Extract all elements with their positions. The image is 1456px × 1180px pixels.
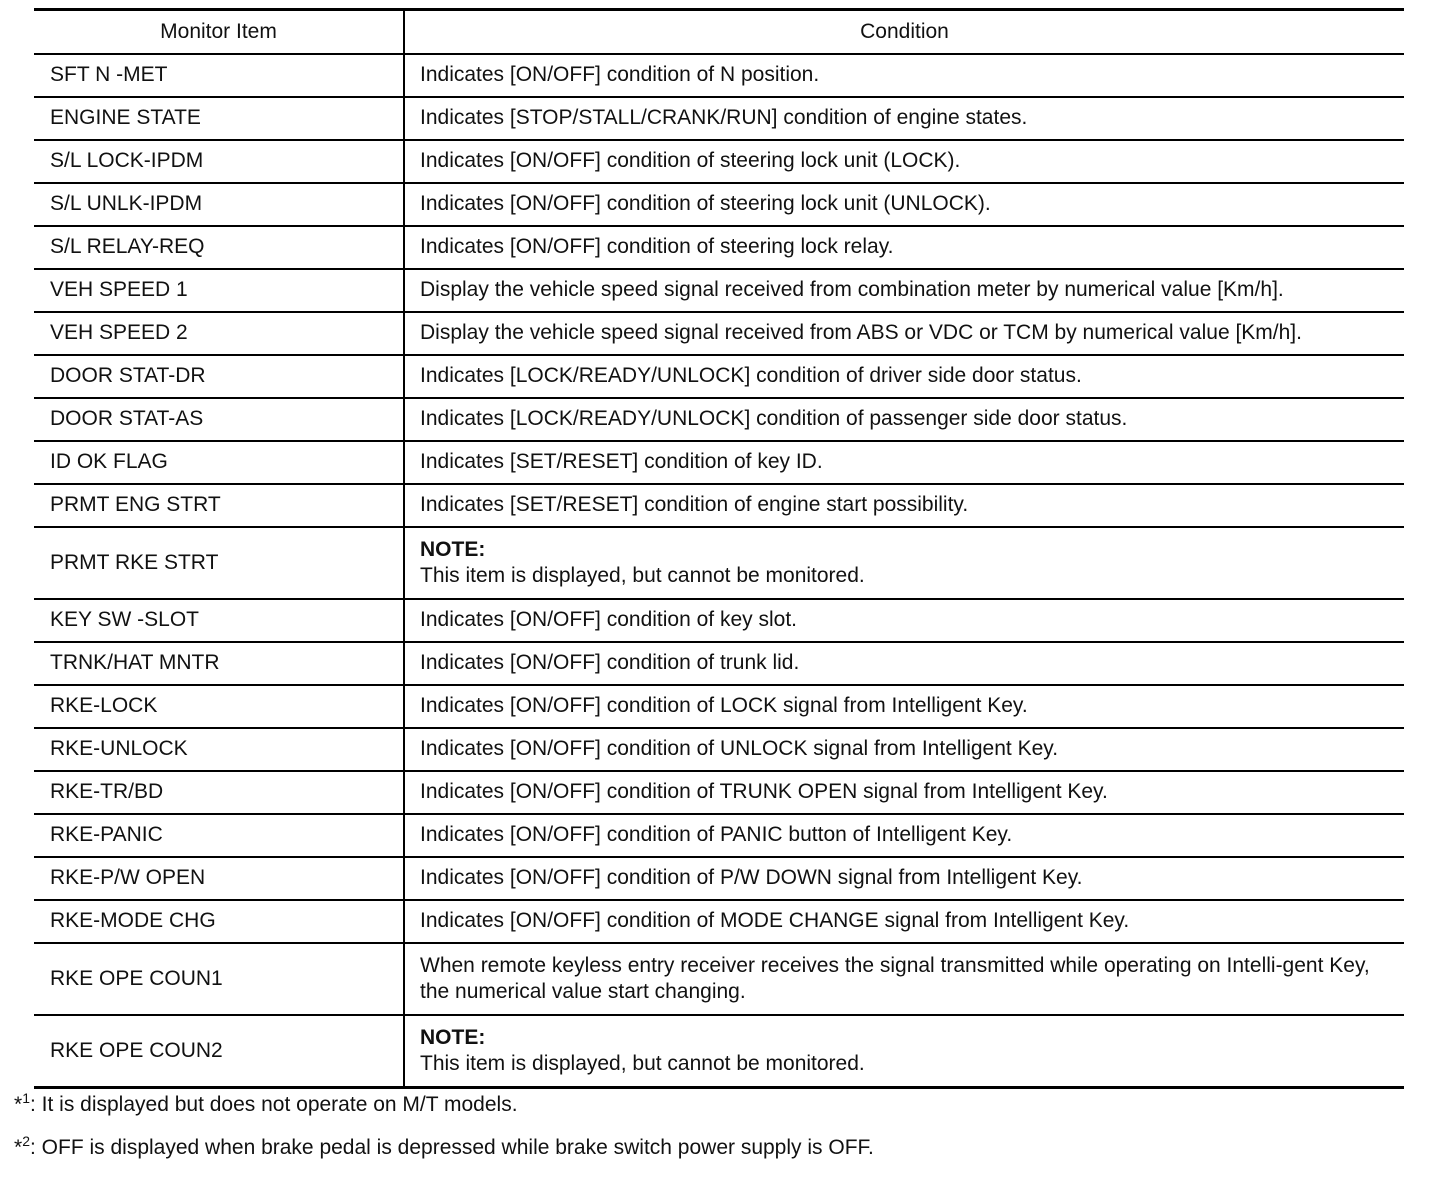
condition-cell: When remote keyless entry receiver receives the signal transmitted while operating on Intelli-gent Key, the numerical value start changing. — [404, 943, 1404, 1015]
monitor-table-container — [34, 8, 1404, 1089]
table-row — [34, 312, 1404, 355]
condition-cell: Indicates [ON/OFF] condition of steering lock unit (LOCK). — [404, 140, 1404, 183]
monitor-item-cell: ID OK FLAG — [34, 441, 404, 484]
condition-cell: Indicates [ON/OFF] condition of P/W DOWN signal from Intelligent Key. — [404, 857, 1404, 900]
table-row — [34, 1015, 1404, 1088]
table-row — [34, 97, 1404, 140]
condition-cell: Indicates [LOCK/READY/UNLOCK] condition of driver side door status. — [404, 355, 1404, 398]
table-row — [34, 54, 1404, 97]
monitor-item-cell: RKE-LOCK — [34, 685, 404, 728]
monitor-item-cell: RKE OPE COUN1 — [34, 943, 404, 1015]
monitor-item-cell: S/L RELAY-REQ — [34, 226, 404, 269]
condition-cell: Indicates [ON/OFF] condition of MODE CHANGE signal from Intelligent Key. — [404, 900, 1404, 943]
condition-cell: Indicates [ON/OFF] condition of UNLOCK signal from Intelligent Key. — [404, 728, 1404, 771]
monitor-item-cell: RKE-MODE CHG — [34, 900, 404, 943]
monitor-item-cell: VEH SPEED 1 — [34, 269, 404, 312]
condition-note-cell — [404, 527, 1404, 599]
table-row — [34, 140, 1404, 183]
condition-cell: Indicates [SET/RESET] condition of key ID. — [404, 441, 1404, 484]
condition-cell: Indicates [ON/OFF] condition of PANIC button of Intelligent Key. — [404, 814, 1404, 857]
footnote-text: : It is displayed but does not operate on M/T models. — [29, 1093, 518, 1116]
table-row — [34, 269, 1404, 312]
condition-cell: Indicates [SET/RESET] condition of engine start possibility. — [404, 484, 1404, 527]
condition-cell: Indicates [ON/OFF] condition of LOCK signal from Intelligent Key. — [404, 685, 1404, 728]
monitor-item-cell: PRMT RKE STRT — [34, 527, 404, 599]
header-monitor-item: Monitor Item — [34, 10, 404, 55]
monitor-item-cell: DOOR STAT-AS — [34, 398, 404, 441]
table-row — [34, 441, 1404, 484]
monitor-item-cell: SFT N -MET — [34, 54, 404, 97]
table-row — [34, 642, 1404, 685]
table-row — [34, 685, 1404, 728]
table-row — [34, 814, 1404, 857]
note-text: This item is displayed, but cannot be monitored. — [420, 564, 865, 587]
footnote-marker: * — [14, 1093, 23, 1116]
monitor-item-cell: RKE-UNLOCK — [34, 728, 404, 771]
condition-cell: Indicates [ON/OFF] condition of TRUNK OPEN signal from Intelligent Key. — [404, 771, 1404, 814]
footnote-marker: * — [14, 1136, 23, 1160]
condition-cell: Indicates [STOP/STALL/CRANK/RUN] condition of engine states. — [404, 97, 1404, 140]
monitor-item-cell: RKE-PANIC — [34, 814, 404, 857]
table-header-row — [34, 10, 1404, 55]
table-row — [34, 484, 1404, 527]
footnote-text: : OFF is displayed when brake pedal is depressed while brake switch power supply is OFF. — [29, 1136, 874, 1160]
monitor-item-cell: ENGINE STATE — [34, 97, 404, 140]
note-text: This item is displayed, but cannot be monitored. — [420, 1052, 865, 1075]
monitor-item-cell: RKE-P/W OPEN — [34, 857, 404, 900]
condition-cell: Display the vehicle speed signal received from ABS or VDC or TCM by numerical value [Km/h]. — [404, 312, 1404, 355]
condition-cell: Indicates [LOCK/READY/UNLOCK] condition of passenger side door status. — [404, 398, 1404, 441]
condition-cell: Indicates [ON/OFF] condition of trunk lid. — [404, 642, 1404, 685]
condition-cell: Display the vehicle speed signal received from combination meter by numerical value [Km/h]. — [404, 269, 1404, 312]
monitor-item-cell: KEY SW -SLOT — [34, 599, 404, 642]
monitor-item-cell: PRMT ENG STRT — [34, 484, 404, 527]
condition-cell: Indicates [ON/OFF] condition of steering lock unit (UNLOCK). — [404, 183, 1404, 226]
table-row — [34, 599, 1404, 642]
table-row — [34, 355, 1404, 398]
table-row — [34, 900, 1404, 943]
note-title: NOTE: — [420, 537, 486, 561]
note-title: NOTE: — [420, 1025, 486, 1049]
footnote-number: 1 — [22, 1090, 30, 1106]
table-row — [34, 771, 1404, 814]
monitor-item-cell: TRNK/HAT MNTR — [34, 642, 404, 685]
table-row — [34, 943, 1404, 1015]
footnote-number: 2 — [22, 1133, 30, 1150]
footnotes — [14, 1092, 874, 1179]
table-row — [34, 398, 1404, 441]
monitor-item-cell: VEH SPEED 2 — [34, 312, 404, 355]
header-condition: Condition — [404, 10, 1404, 55]
monitor-item-cell: RKE-TR/BD — [34, 771, 404, 814]
condition-note-cell — [404, 1015, 1404, 1088]
monitor-item-cell: RKE OPE COUN2 — [34, 1015, 404, 1088]
monitor-item-cell: S/L UNLK-IPDM — [34, 183, 404, 226]
footnote-1 — [14, 1092, 874, 1118]
table-row — [34, 183, 1404, 226]
table-row — [34, 857, 1404, 900]
monitor-item-cell: S/L LOCK-IPDM — [34, 140, 404, 183]
condition-cell: Indicates [ON/OFF] condition of steering lock relay. — [404, 226, 1404, 269]
monitor-item-cell: DOOR STAT-DR — [34, 355, 404, 398]
condition-cell: Indicates [ON/OFF] condition of key slot. — [404, 599, 1404, 642]
table-row — [34, 728, 1404, 771]
footnote-2 — [14, 1135, 874, 1161]
table-row — [34, 527, 1404, 599]
table-row — [34, 226, 1404, 269]
monitor-item-table — [34, 8, 1404, 1089]
condition-cell: Indicates [ON/OFF] condition of N position. — [404, 54, 1404, 97]
